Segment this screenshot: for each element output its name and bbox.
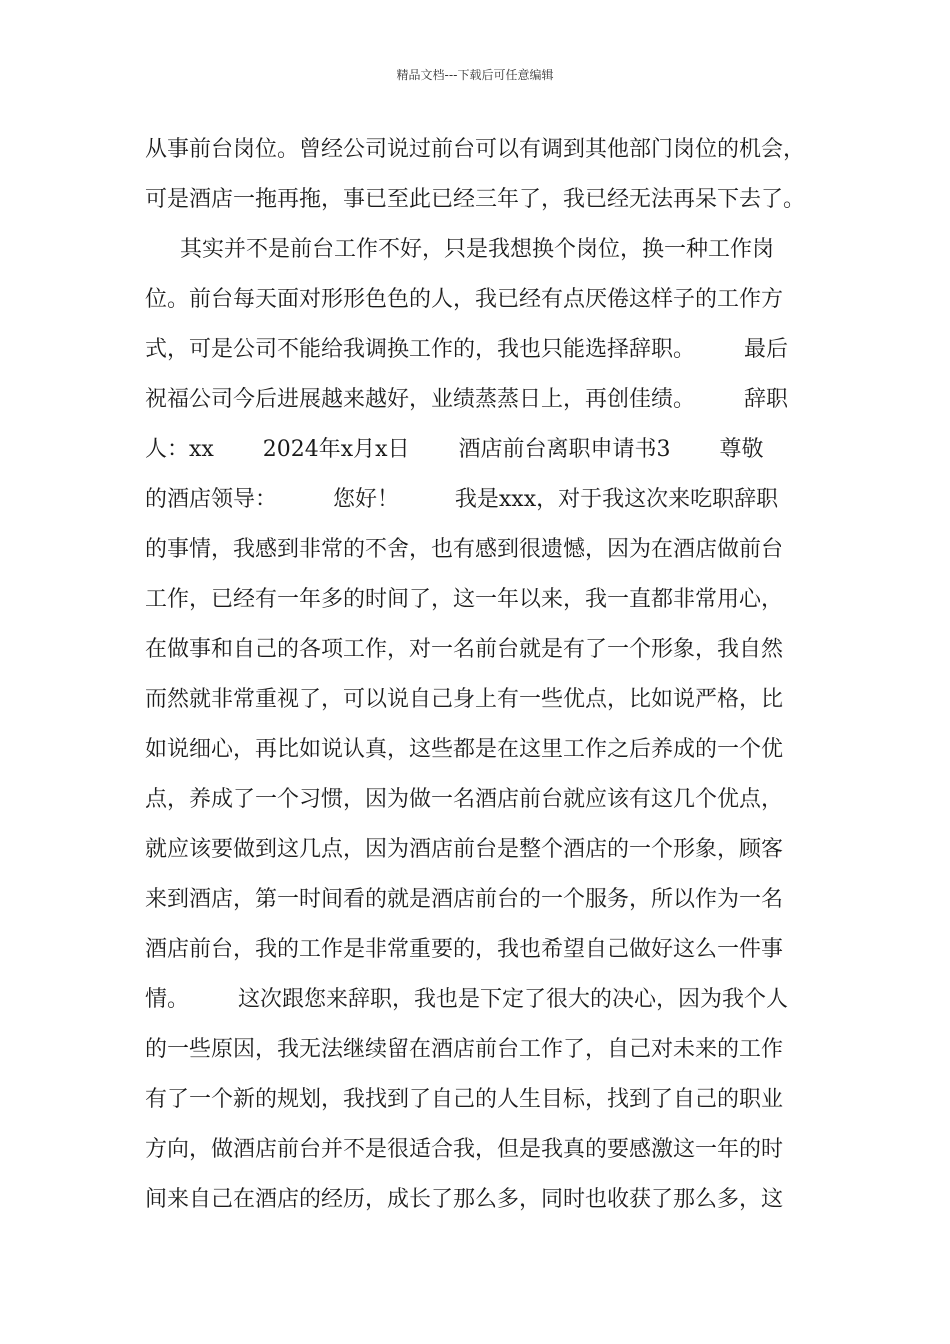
text-line: 有了一个新的规划，我找到了自己的人生目标，找到了自己的职业 xyxy=(145,1087,784,1112)
text-line: 而然就非常重视了，可以说自己身上有一些优点，比如说严格，比 xyxy=(145,687,784,712)
document-body xyxy=(145,130,825,1230)
text-line: 的事情，我感到非常的不舍，也有感到很遗憾，因为在酒店做前台 xyxy=(145,537,784,562)
text-line: 的酒店领导： 您好！ 我是xxx，对于我这次来吃职辞职 xyxy=(145,487,779,512)
text-line: 工作，已经有一年多的时间了，这一年以来，我一直都非常用心， xyxy=(145,587,784,612)
text-line: 方向，做酒店前台并不是很适合我，但是我真的要感激这一年的时 xyxy=(145,1137,784,1162)
text-line: 情。 这次跟您来辞职，我也是下定了很大的决心，因为我个人 xyxy=(145,987,788,1012)
text-line: 从事前台岗位。曾经公司说过前台可以有调到其他部门岗位的机会， xyxy=(145,137,806,162)
text-line: 间来自己在酒店的经历，成长了那么多，同时也收获了那么多，这 xyxy=(145,1187,784,1212)
text-line: 点，养成了一个习惯，因为做一名酒店前台就应该有这几个优点， xyxy=(145,787,784,812)
text-line: 人：xx 2024年x月x日 酒店前台离职申请书3 尊敬 xyxy=(145,437,764,462)
text-line: 如说细心，再比如说认真，这些都是在这里工作之后养成的一个优 xyxy=(145,737,784,762)
text-line: 就应该要做到这几点，因为酒店前台是整个酒店的一个形象，顾客 xyxy=(145,837,784,862)
text-line: 酒店前台，我的工作是非常重要的，我也希望自己做好这么一件事 xyxy=(145,937,784,962)
text-line: 可是酒店一拖再拖，事已至此已经三年了，我已经无法再呆下去了。 xyxy=(145,187,806,212)
text-line: 其实并不是前台工作不好，只是我想换个岗位，换一种工作岗 xyxy=(145,237,774,262)
text-line: 式，可是公司不能给我调换工作的，我也只能选择辞职。 最后 xyxy=(145,337,788,362)
text-line: 在做事和自己的各项工作，对一名前台就是有了一个形象，我自然 xyxy=(145,637,784,662)
text-line: 的一些原因，我无法继续留在酒店前台工作了，自己对未来的工作 xyxy=(145,1037,784,1062)
page-header: 精品文档---下载后可任意编辑 xyxy=(396,68,554,82)
text-line: 位。前台每天面对形形色色的人，我已经有点厌倦这样子的工作方 xyxy=(145,287,784,312)
text-line: 来到酒店，第一时间看的就是酒店前台的一个服务，所以作为一名 xyxy=(145,887,784,912)
text-line: 祝福公司今后进展越来越好，业绩蒸蒸日上，再创佳绩。 辞职 xyxy=(145,387,788,412)
